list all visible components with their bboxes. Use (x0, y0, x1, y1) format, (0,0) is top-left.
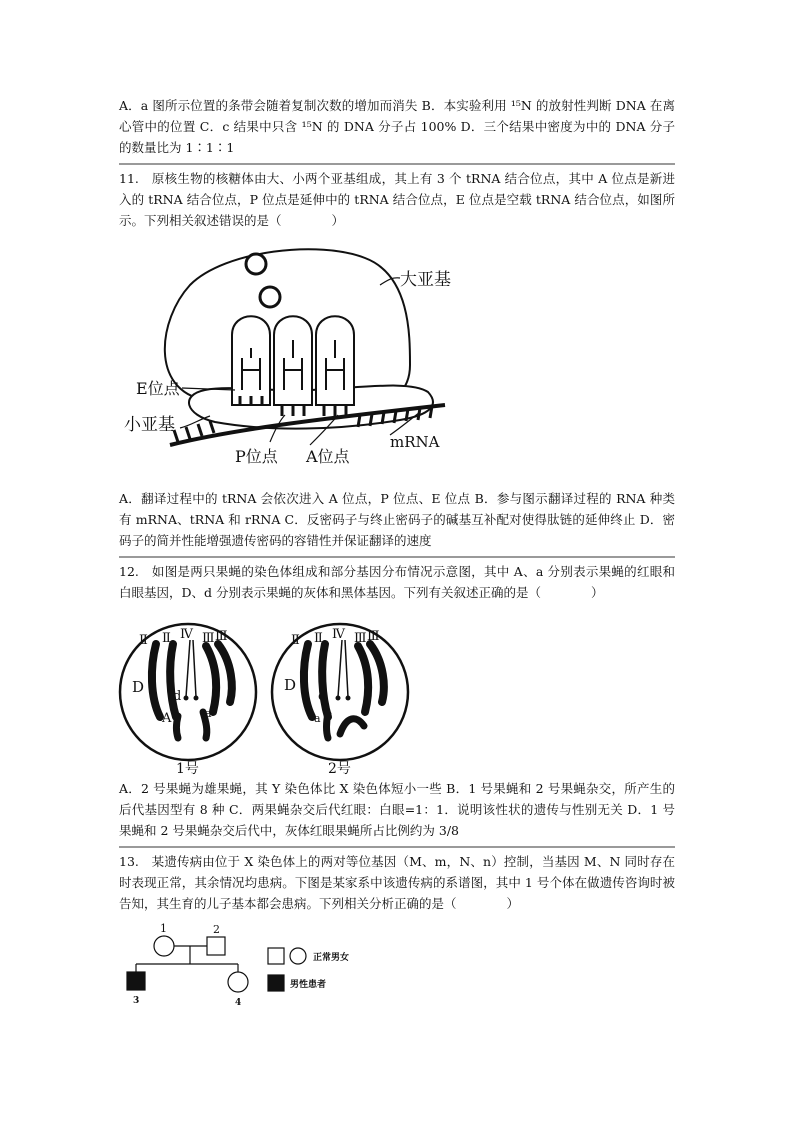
label-large-subunit: 大亚基 (400, 270, 451, 290)
roman-2b: Ⅱ (162, 631, 171, 646)
gene-A: A (162, 711, 172, 726)
amino-acid-2 (260, 287, 280, 307)
q11-options: A．翻译过程中的 tRNA 会依次进入 A 位点，P 位点、E 位点 B．参与图示翻译过程的 RNA 种类有 mRNA、tRNA 和 rRNA C．反密码子与终止密码子的碱基互补配对使得肽链的延伸终止 D．密码子的简并性能增强遗传密码的容错性并保证翻译的速度 (119, 491, 675, 548)
divider (119, 846, 675, 848)
fly-1-label: 1号 (176, 761, 199, 777)
q12-options: A．2 号果蝇为雄果蝇，其 Y 染色体比 X 染色体短小一些 B．1 号果蝇和 2 号果蝇杂交，所产生的后代基因型有 8 种 C．两果蝇杂交后代红眼：白眼=1：1．说明该性状的遗传与性别无关 D．1 号果蝇和 2 号果蝇杂交后代中，灰体红眼果蝇所占比例约为 3/8 (119, 781, 675, 838)
roman-3a: Ⅲ (354, 631, 367, 646)
divider (119, 556, 675, 558)
pedigree-individual-2 (207, 937, 225, 955)
gene-a: a (205, 707, 212, 720)
pedigree-id-4: 4 (235, 998, 242, 1008)
legend-normal-male (268, 948, 284, 964)
gene-D: D (284, 676, 297, 694)
roman-3a: Ⅲ (202, 631, 215, 646)
trna-a-site (316, 316, 354, 405)
gene-D: D (132, 678, 145, 696)
pedigree-individual-4 (228, 972, 248, 992)
fly-1-cell (120, 624, 256, 760)
legend-normal-female (290, 948, 306, 964)
q13-stem: 13. 某遗传病由位于 X 染色体上的两对等位基因（M、m，N、n）控制，当基因 M、N 同时存在时表现正常，其余情况均患病。下图是某家系中该遗传病的系谱图，其中 1 号个体在做遗传咨询时被告知，其生育的儿子基本都会患病。下列相关分析正确的是（ ） (119, 854, 675, 911)
pedigree-chart (118, 920, 378, 1010)
pedigree-id-2: 2 (213, 923, 220, 936)
pedigree-individual-3 (127, 972, 145, 990)
amino-acid-1 (246, 254, 266, 274)
label-mrna: mRNA (390, 433, 440, 451)
pedigree-id-3: 3 (133, 996, 140, 1006)
trna-e-site (232, 316, 270, 405)
q12-stem: 12. 如图是两只果蝇的染色体组成和部分基因分布情况示意图，其中 A、a 分别表示果蝇的红眼和白眼基因，D、d 分别表示果蝇的灰体和黑体基因。下列有关叙述正确的是（ ） (119, 564, 675, 600)
roman-4: Ⅳ (332, 627, 345, 642)
legend-affected-label: 男性患者 (290, 980, 327, 990)
legend-affected-male (268, 975, 284, 991)
fly-2-label: 2号 (328, 761, 351, 777)
gene-d: d (173, 689, 182, 704)
pedigree-id-1: 1 (160, 922, 167, 935)
pedigree-individual-1 (154, 936, 174, 956)
legend-normal-label: 正常男女 (313, 953, 350, 963)
q11-stem: 11. 原核生物的核糖体由大、小两个亚基组成，其上有 3 个 tRNA 结合位点，其中 A 位点是新进入的 tRNA 结合位点，P 位点是延伸中的 tRNA 结合位点，E 位点是空载 tRNA 结合位点，如图所示。下列相关叙述错误的是（ ） (119, 171, 675, 228)
roman-2a: Ⅱ (291, 633, 300, 648)
prev-question-options: A．a 图所示位置的条带会随着复制次数的增加而消失 B．本实验利用 ¹⁵N 的放射性判断 DNA 在离心管中的位置 C．c 结果中只含 ¹⁵N 的 DNA 分子占 100% D．三个结果中密度为中的 DNA 分子的数量比为 1∶1∶1 (119, 98, 675, 155)
label-p-site: P位点 (235, 447, 278, 466)
roman-3b: Ⅲ (367, 629, 380, 644)
label-e-site: E位点 (136, 379, 180, 398)
ribosome-figure (110, 240, 480, 470)
roman-2a: Ⅱ (139, 633, 148, 648)
fly-2-cell (272, 624, 408, 760)
trna-p-site (274, 316, 312, 405)
gene-a: a (314, 712, 321, 725)
roman-4: Ⅳ (180, 627, 193, 642)
roman-2b: Ⅱ (314, 631, 323, 646)
gene-d: d (318, 689, 327, 704)
fruit-fly-chromosome-figure (118, 622, 418, 777)
roman-3b: Ⅲ (215, 629, 228, 644)
label-a-site: A位点 (306, 447, 350, 466)
label-small-subunit: 小亚基 (124, 415, 175, 435)
divider (119, 163, 675, 165)
